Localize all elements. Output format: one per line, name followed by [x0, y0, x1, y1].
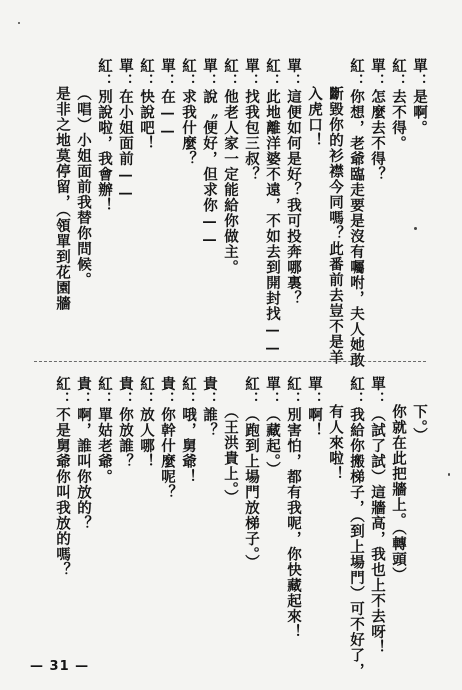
top-dialogue-line [178, 58, 197, 350]
top-dialogue-line [346, 58, 365, 368]
speaker-name: 單 [243, 58, 260, 74]
line-text: （唱）小姐面前我替你問候。 [75, 86, 92, 288]
line-text: ：別說啦，我會辦！ [96, 73, 113, 213]
line-text: ：說〝便好，但求你—— [201, 73, 218, 249]
speaker-name: 紅 [54, 376, 71, 392]
bottom-dialogue-line [409, 376, 428, 644]
bottom-dialogue-line [304, 376, 323, 644]
line-text: ：誰？ [201, 391, 218, 438]
speaker-name: 單 [369, 58, 386, 74]
speaker-name: 單 [117, 58, 134, 74]
speaker-name: 單 [411, 58, 428, 74]
line-text: ：你想，老爺臨走要是沒有囑咐，夫人她敢 [348, 73, 365, 368]
line-text: ：單姑老爺。 [96, 391, 113, 485]
speaker-name: 單 [201, 58, 218, 74]
bottom-dialogue-line [157, 376, 176, 644]
speaker-name: 紅 [264, 58, 281, 74]
top-dialogue-line [94, 58, 113, 350]
line-text: ：你幹什麼呢？ [159, 391, 176, 500]
top-dialogue-line [52, 58, 71, 350]
top-dialogue-line [136, 58, 155, 350]
speaker-name: 紅 [222, 58, 239, 74]
line-text: ：啊，誰叫你放的？ [75, 391, 92, 531]
line-text: ：去不得。 [390, 73, 407, 151]
bottom-dialogue-line [52, 376, 71, 644]
bottom-dialogue-line [283, 376, 302, 644]
top-dialogue-line [388, 58, 407, 350]
bottom-dialogue-line [325, 376, 344, 644]
top-dialogue [30, 58, 428, 368]
line-text: ：是啊。 [411, 73, 428, 136]
speaker-name: 紅 [285, 376, 302, 392]
line-text: ：不是舅爺你叫我放的嗎？ [54, 391, 71, 578]
top-dialogue-line [73, 58, 92, 350]
bottom-dialogue-line [346, 376, 365, 679]
speaker-name: 紅 [180, 376, 197, 392]
speaker-name: 紅 [138, 376, 155, 392]
line-text: 是非之地莫停留，（領單到花園牆 [54, 86, 71, 312]
speaker-name: 貴 [159, 376, 176, 392]
section-divider [34, 361, 426, 362]
ink-speck [414, 227, 417, 230]
line-text: ：哦，舅爺！ [180, 391, 197, 485]
speaker-name: 單 [285, 58, 302, 74]
speaker-name: 紅 [390, 58, 407, 74]
line-text: 你就在此把牆上。（轉頭） [390, 404, 407, 583]
line-text: ：別害怕，都有我呢，你快藏起來！ [285, 391, 302, 640]
speaker-name: 紅 [180, 58, 197, 74]
line-text: ：你放誰？ [117, 391, 134, 469]
speaker-name: 紅 [348, 58, 365, 74]
line-text: ：求我什麼？ [180, 73, 197, 167]
line-text: ：這便如何是好？我可投奔哪裏？ [285, 73, 302, 306]
line-text: 斷毀你的衫襟今同嗎？此番前去豈不是羊 [327, 86, 344, 365]
bottom-dialogue-line [115, 376, 134, 644]
top-dialogue-line [325, 58, 344, 365]
speaker-name: 單 [159, 58, 176, 74]
line-text: ：（試了試）這牆高，我也上不去呀！ [369, 391, 386, 655]
line-text: ：放人哪！ [138, 391, 155, 469]
line-text: 下。） [411, 404, 428, 444]
line-text: ：他老人家一定能給你做主。 [222, 73, 239, 275]
speaker-name: 紅 [243, 376, 260, 392]
bottom-dialogue-line [388, 376, 407, 644]
top-dialogue-line [283, 58, 302, 350]
speaker-name: 紅 [138, 58, 155, 74]
bottom-dialogue-line [73, 376, 92, 644]
ink-speck [18, 22, 20, 24]
speaker-name: 貴 [201, 376, 218, 392]
bottom-dialogue-line [220, 376, 239, 644]
bottom-dialogue-line [178, 376, 197, 644]
page-number: — 31 — [30, 659, 90, 674]
line-text: ：怎麼去不得？ [369, 73, 386, 182]
speaker-name: 紅 [96, 376, 113, 392]
bottom-dialogue-line [94, 376, 113, 644]
top-dialogue-line [199, 58, 218, 350]
speaker-name: 單 [264, 376, 281, 392]
bottom-dialogue-line [136, 376, 155, 644]
bottom-dialogue-line [262, 376, 281, 644]
line-text: ：（跑到上場門放梯子。） [243, 391, 260, 571]
speaker-name: 貴 [75, 376, 92, 392]
bottom-dialogue-line [199, 376, 218, 644]
line-text: ：找我包三叔？ [243, 73, 260, 182]
top-dialogue-line [409, 58, 428, 350]
line-text: ：啊！ [306, 391, 323, 438]
line-text: ：此地離洋婆不遠，不如去到開封找—— [264, 73, 281, 358]
top-dialogue-line [157, 58, 176, 350]
line-text: ：在小姐面前—— [117, 73, 134, 203]
top-dialogue-line [241, 58, 260, 350]
speaker-name: 貴 [117, 376, 134, 392]
speaker-name: 單 [369, 376, 386, 392]
line-text: 有人來啦！ [327, 404, 344, 482]
speaker-name: 單 [306, 376, 323, 392]
top-dialogue-line [115, 58, 134, 350]
line-text: ：在—— [159, 73, 176, 141]
bottom-dialogue-line [367, 376, 386, 655]
ink-speck [448, 473, 450, 476]
top-dialogue-line [367, 58, 386, 350]
line-text: ：快說吧！ [138, 73, 155, 151]
line-text: ：我給你搬梯子，（到上場門）可不好了， [348, 391, 365, 679]
line-text: （王洪貴上。） [222, 404, 239, 506]
line-text: ：（藏起。） [264, 391, 281, 478]
bottom-dialogue-line [241, 376, 260, 644]
speaker-name: 紅 [96, 58, 113, 74]
top-dialogue-line [304, 58, 323, 350]
speaker-name: 紅 [348, 376, 365, 392]
top-dialogue-line [262, 58, 281, 358]
line-text: 入虎口！ [306, 86, 323, 148]
top-dialogue-line [220, 58, 239, 350]
